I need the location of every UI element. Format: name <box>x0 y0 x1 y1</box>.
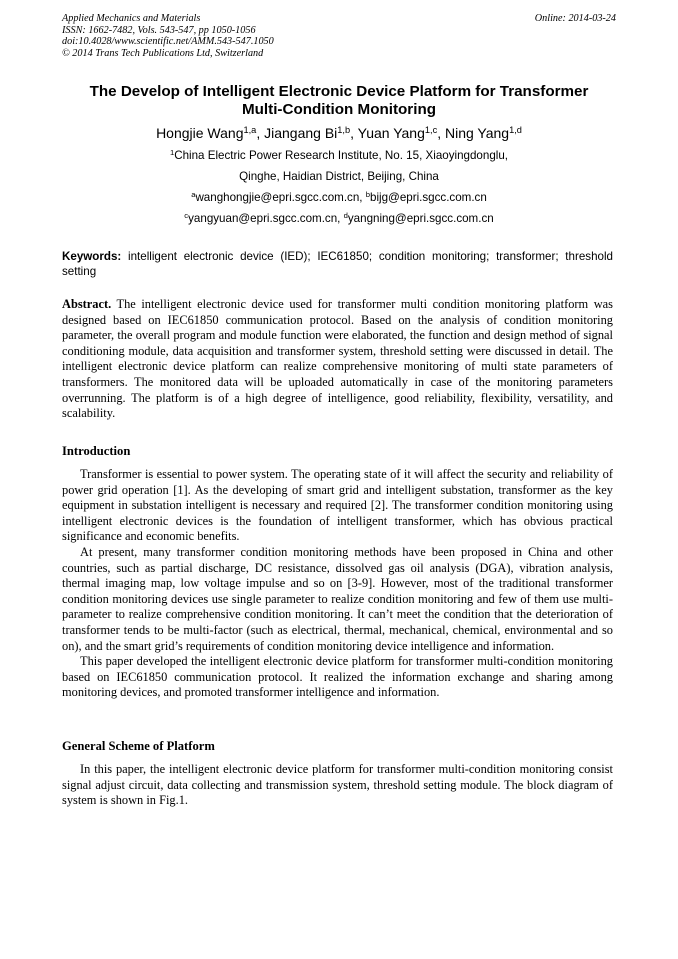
title-line-1: The Develop of Intelligent Electronic Device Platform for Transformer <box>89 83 589 100</box>
author-name: Yuan Yang <box>357 125 425 141</box>
author-affiliation-mark: 1,a <box>243 124 257 135</box>
online-date: Online: 2014-03-24 <box>534 13 616 24</box>
author-list: Hongjie Wang$^{1,a}$, Jiangang Bi$^{1,b}$, Yuan Yang$^{1,c}$, Ning Yang$^{1,d}$ <box>156 124 522 141</box>
paragraph: This paper developed the intelligent electronic device platform for transformer multi-condition monitoring based on IEC61850 communication protocol. It realized the information exchange and sharing among monitoring devices, and promoted transformer intelligence and information. <box>62 654 613 700</box>
abstract-text: The intelligent electronic device used for transformer multi condition monitoring platform was designed based on IEC61850 communication protocol. Based on the analysis of condition monitoring parameter, the overall program and module function were elaborated, the function and design method of signal conditioning module, data acquisition and transformer system, threshold setting were discussed in detail. The intelligent electronic device platform can realize comprehensive monitoring of multi state parameters of transformers. The monitored data will be uploaded automatically in case of the monitoring parameters overrunning. The platform is of a high degree of intelligence, good reliability, flexibility, versatility, and scalability. <box>62 297 613 421</box>
section-heading-general-scheme: General Scheme of Platform <box>62 739 215 753</box>
author-affiliation-mark: 1,b <box>337 124 351 135</box>
copyright-line: © 2014 Trans Tech Publications Ltd, Switzerland <box>62 47 264 59</box>
section-heading-introduction: Introduction <box>62 444 131 458</box>
email-line-1: $^a$wanghongjie@epri.sgcc.com.cn, $^b$bijg@epri.sgcc.com.cn <box>191 189 487 204</box>
author-affiliation-mark: 1,d <box>509 124 522 135</box>
author-name: Jiangang Bi <box>264 125 338 141</box>
keywords-label: Keywords: <box>62 250 122 263</box>
author-name: Ning Yang <box>444 125 510 141</box>
email-address: wanghongjie@epri.sgcc.com.cn <box>195 191 360 204</box>
email-mark: d <box>343 210 348 220</box>
paragraph: In this paper, the intelligent electronic device platform for transformer multi-condition monitoring consist signal adjust circuit, data collecting and transmission system, threshold setting module. The block diagram of system is shown in Fig.1. <box>62 762 613 808</box>
paragraph: At present, many transformer condition monitoring methods have been proposed in China and other countries, such as partial discharge, DC resistance, dissolved gas oil analysis (DGA), vibration analysis, thermal imaging map, low voltage impulse and so on [3-9]. However, most of the traditional transformer condition monitoring devices use single parameter to realize condition monitoring and few of them use multi-parameter to realize comprehensive condition monitoring. It can’t meet the condition that the deterioration of transformer tends to be multi-factor (such as electrical, thermal, mechanical, chemical, environmental and so on), and the smart grid’s requirements of condition monitoring device intelligence and information. <box>62 544 613 653</box>
affiliation-mark: 1 <box>169 147 175 157</box>
email-address: yangyuan@epri.sgcc.com.cn <box>188 212 338 225</box>
introduction-body <box>62 467 613 701</box>
paragraph: Transformer is essential to power system. The operating state of it will affect the security and reliability of power grid operation [1]. As the developing of smart grid and intelligent substation, transformer as the key equipment in substation intelligent is necessary and required [2]. The transformer condition monitoring using intelligent electronic devices is the foundation of intelligent transformer, which has obvious practical significance and economic benefits. <box>62 467 613 544</box>
email-line-2: $^c$yangyuan@epri.sgcc.com.cn, $^d$yangning@epri.sgcc.com.cn <box>184 210 494 225</box>
journal-header <box>62 13 616 59</box>
journal-name: Applied Mechanics and Materials <box>62 13 201 24</box>
email-mark: a <box>191 189 196 199</box>
author-affiliation-mark: 1,c <box>424 124 438 135</box>
author-name: Hongjie Wang <box>156 125 244 141</box>
general-scheme-body <box>62 762 613 809</box>
affiliation-line-2: Qinghe, Haidian District, Beijing, China <box>239 170 439 183</box>
abstract <box>62 297 613 422</box>
email-address: yangning@epri.sgcc.com.cn <box>347 212 494 225</box>
keywords-text: intelligent electronic device (IED); IEC61850; condition monitoring; transformer; threshold setting <box>62 250 613 278</box>
abstract-label: Abstract. <box>62 297 112 311</box>
title-line-2: Multi-Condition Monitoring <box>242 101 436 118</box>
email-address: bijg@epri.sgcc.com.cn <box>370 191 487 204</box>
doi-line: doi:10.4028/www.scientific.net/AMM.543-547.1050 <box>62 36 274 47</box>
keywords <box>62 249 613 279</box>
paper-title <box>62 83 616 119</box>
issn-line: ISSN: 1662-7482, Vols. 543-547, pp 1050-1056 <box>62 24 256 36</box>
affiliation-line-1: $^1$China Electric Power Research Institute, No. 15, Xiaoyingdonglu, <box>169 147 509 162</box>
email-mark: b <box>365 189 370 199</box>
email-mark: c <box>184 210 189 220</box>
